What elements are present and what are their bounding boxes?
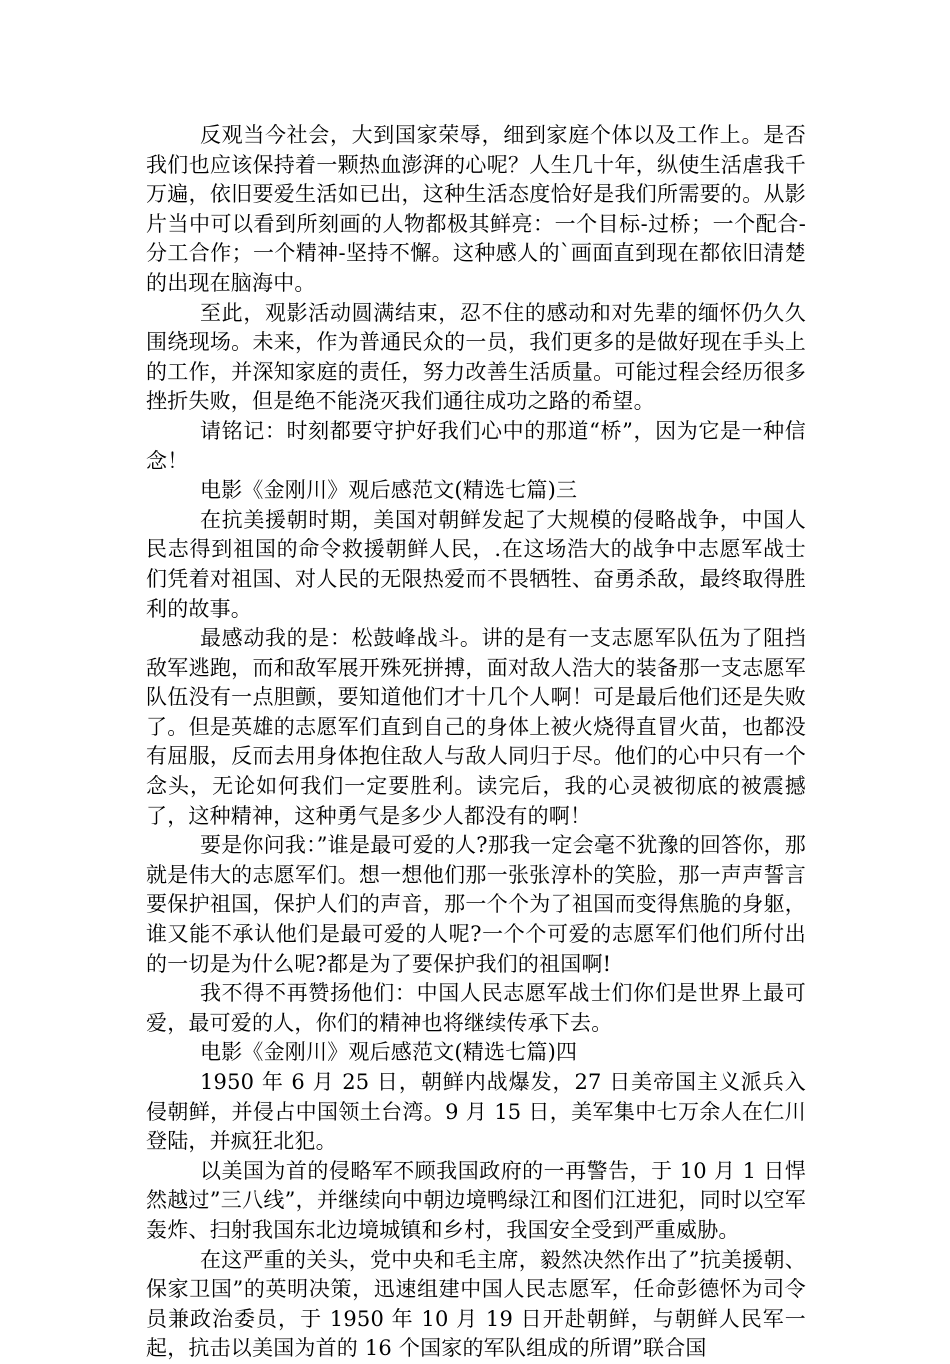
paragraph-1: 反观当今社会，大到国家荣辱，细到家庭个体以及工作上。是否我们也应该保持着一颗热血澎湃的心呢？人生几十年，纵使生活虐我千万遍，依旧要爱生活如已出，这种生活态度恰好是我们所需要的。从影片当中可以看到所刻画的人物都极其鲜亮：一个目标-过桥；一个配合-分工合作；一个精神-坚持不懈。这种感人的`画面直到现在都依旧清楚的出现在脑海中。 xyxy=(146,123,806,295)
section-heading-3: 电影《金刚川》观后感范文(精选七篇)三 xyxy=(200,478,578,503)
section-heading-4: 电影《金刚川》观后感范文(精选七篇)四 xyxy=(200,1040,578,1065)
paragraph-5: 最感动我的是：松鼓峰战斗。讲的是有一支志愿军队伍为了阻挡敌军逃跑，而和敌军展开殊死拼搏，面对敌人浩大的装备那一支志愿军队伍没有一点胆颤，要知道他们才十几个人啊！可是最后他们还是失败了。但是英雄的志愿军们直到自己的身体上被火烧得直冒火苗，也都没有屈服，反而去用身体抱住敌人与敌人同归于尽。他们的心中只有一个念头，无论如何我们一定要胜利。读完后，我的心灵被彻底的被震撼了，这种精神，这种勇气是多少人都没有的啊！ xyxy=(146,626,806,828)
paragraph-9: 以美国为首的侵略军不顾我国政府的一再警告，于 10 月 1 日悍然越过”三八线”，并继续向中朝边境鸭绿江和图们江进犯，同时以空军轰炸、扫射我国东北边境城镇和乡村，我国安全受到严重威胁。 xyxy=(146,1158,806,1242)
paragraph-4: 在抗美援朝时期，美国对朝鲜发起了大规模的侵略战争，中国人民志得到祖国的命令救援朝鲜人民，.在这场浩大的战争中志愿军战士们凭着对祖国、对人民的无限热爱而不畏牺牲、奋勇杀敌，最终取得胜利的故事。 xyxy=(146,507,806,621)
paragraph-6: 要是你问我：”谁是最可爱的人?那我一定会毫不犹豫的回答你，那就是伟大的志愿军们。想一想他们那一张张淳朴的笑脸，那一声声誓言要保护祖国，保护人们的声音，那一个个为了祖国而变得焦脆的身躯，谁又能不承认他们是最可爱的人呢?一个个可爱的志愿军们他们所付出的一切是为什么呢?都是为了要保护我们的祖国啊! xyxy=(146,833,806,976)
paragraph-10: 在这严重的关头，党中央和毛主席，毅然决然作出了”抗美援朝、保家卫国”的英明决策，迅速组建中国人民志愿军，任命彭德怀为司令员兼政治委员，于 1950 年 10 月 19 日开赴朝鲜，与朝鲜人民军一起，抗击以美国为首的 16 个国家的军队组成的所谓”联合国 xyxy=(146,1247,806,1361)
paragraph-7: 我不得不再赞扬他们：中国人民志愿军战士们你们是世界上最可爱，最可爱的人，你们的精神也将继续传承下去。 xyxy=(146,981,806,1035)
paragraph-2: 至此，观影活动圆满结束，忍不住的感动和对先辈的缅怀仍久久围绕现场。未来，作为普通民众的一员，我们更多的是做好现在手头上的工作，并深知家庭的责任，努力改善生活质量。可能过程会经历很多挫折失败，但是绝不能浇灭我们通往成功之路的希望。 xyxy=(146,300,806,414)
paragraph-3: 请铭记：时刻都要守护好我们心中的那道“桥”，因为它是一种信念！ xyxy=(146,418,806,473)
document-page xyxy=(146,121,806,1364)
paragraph-8: 1950 年 6 月 25 日，朝鲜内战爆发，27 日美帝国主义派兵入侵朝鲜，并侵占中国领土台湾。9 月 15 日，美军集中七万余人在仁川登陆，并疯狂北犯。 xyxy=(146,1070,806,1154)
